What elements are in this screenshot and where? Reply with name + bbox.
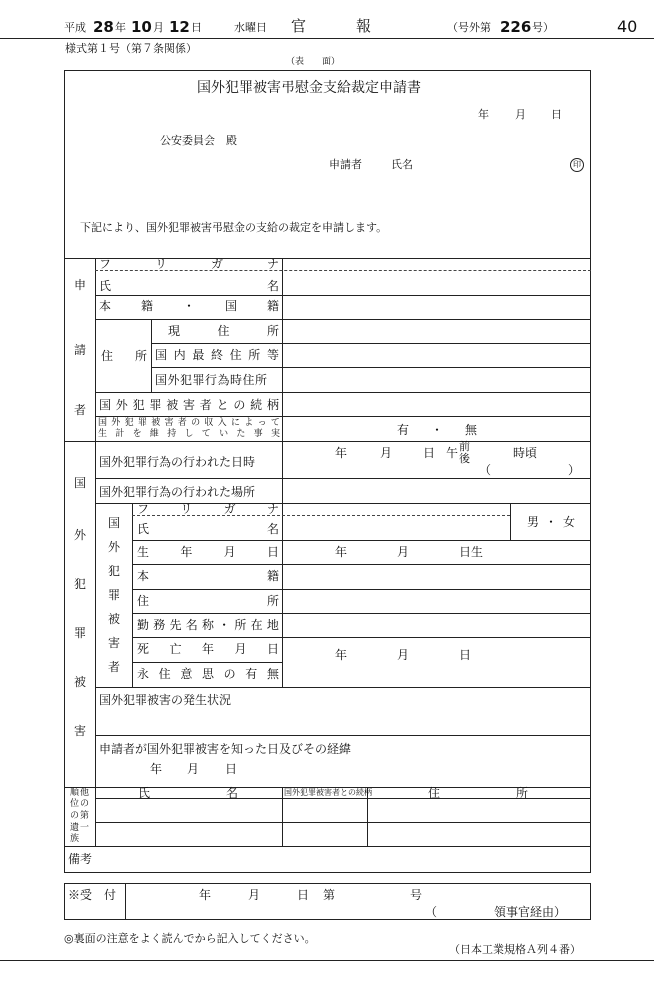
- relationship-label: 国 外 犯 罪 被 害 者 と の 続 柄: [99, 398, 279, 412]
- livelihood-label-line-1: 国 外 犯 罪 被 害 者 の 収 入 に よ っ て: [98, 418, 280, 428]
- form-title: 国外犯罪被害弔慰金支給裁定申請書: [197, 80, 421, 96]
- crime-side-char-4: 罪: [73, 626, 86, 640]
- header-publication-kan: 官: [291, 17, 307, 35]
- page-number: 40: [617, 17, 638, 36]
- crime-date-day: 日: [423, 446, 436, 460]
- date-day: 日: [551, 108, 562, 121]
- applicant-name-label: 氏 名: [99, 279, 279, 293]
- victim-address-label: 住 所: [137, 594, 279, 608]
- address-row-rule-1: [151, 343, 591, 344]
- footer-standard: （日本工業規格Ａ列４番）: [449, 943, 581, 956]
- victim-honseki-label: 本 籍: [137, 569, 279, 583]
- livelihood-yes-no: 有 ・ 無: [397, 423, 477, 437]
- receipt-consul-paren: （: [425, 905, 438, 919]
- crime-side-char-6: 害: [73, 724, 86, 738]
- applicant-label: 申請者: [329, 158, 362, 171]
- header-month-number: 10: [131, 18, 152, 36]
- remarks-label: 備考: [68, 852, 93, 866]
- date-year: 年: [478, 108, 489, 121]
- applicant-value-divider: [282, 258, 283, 441]
- header-rule: [0, 38, 654, 39]
- address-group-divider: [151, 319, 152, 392]
- victim-row-rule-4: [132, 613, 591, 614]
- crime-place-label: 国外犯罪行為の行われた場所: [99, 485, 256, 499]
- priority-address-header: 住 所: [428, 786, 528, 800]
- declaration-text: 下記により、国外犯罪被害弔慰金の支給の裁定を申請します。: [80, 221, 388, 234]
- face-label: （表 面）: [286, 57, 341, 67]
- victim-sex: 男 ・ 女: [527, 515, 575, 529]
- header-day-unit: 日: [191, 21, 202, 34]
- crime-date-gozen-prefix: 午: [446, 446, 459, 460]
- header-issue-number: 226: [500, 18, 532, 36]
- knowledge-label: 申請者が国外犯罪被害を知った日及びその経緯: [99, 742, 352, 756]
- victim-side-char-1: 国: [107, 516, 120, 530]
- priority-relationship-header: 国外犯罪被害者との続柄: [284, 788, 372, 797]
- priority-col-divider-1: [282, 787, 283, 846]
- victim-side-char-2: 外: [107, 540, 120, 554]
- applicant-row-rule-1: [95, 295, 591, 296]
- date-month: 月: [515, 108, 526, 121]
- victim-row-rule-1: [132, 540, 591, 541]
- priority-bottom-rule: [64, 846, 591, 847]
- victim-side-char-6: 害: [107, 636, 120, 650]
- crime-side-char-2: 外: [73, 528, 86, 542]
- crime-date-am: 前: [459, 440, 470, 453]
- footer-note: ◎裏面の注意をよく読んでから記入してください。: [64, 932, 316, 945]
- victim-birth-year: 年: [335, 545, 348, 559]
- victim-birth-label: 生 年 月 日: [137, 545, 279, 559]
- victim-row-rule-3: [132, 589, 591, 590]
- victim-side-char-7: 者: [107, 660, 120, 674]
- crime-row-rule-1: [95, 478, 591, 479]
- knowledge-date-month: 月: [187, 762, 200, 776]
- victim-workplace-label: 勤 務 先 名 称 ・ 所 在 地: [137, 618, 279, 632]
- header-month-unit: 月: [153, 21, 164, 34]
- victim-furigana-dashed-rule: [132, 515, 510, 516]
- applicant-bottom-rule: [64, 441, 591, 442]
- applicant-side-char-1: 申: [73, 278, 86, 292]
- receipt-box-divider: [125, 883, 126, 920]
- header-year-number: 28: [93, 18, 114, 36]
- livelihood-label-line-2: 生 計 を 維 持 し て い た 事 実: [98, 429, 280, 439]
- header-publication-po: 報: [356, 17, 372, 35]
- priority-name-header: 氏 名: [138, 786, 238, 800]
- victim-side-divider: [132, 503, 133, 687]
- receipt-consul-text: 領事官経由）: [494, 905, 567, 919]
- seal-mark-text: 印: [573, 160, 581, 169]
- header-issue-open: （号外第: [447, 21, 491, 34]
- header-day-number: 12: [169, 18, 190, 36]
- header-era: 平成: [64, 21, 86, 34]
- applicant-furigana-label: フ リ ガ ナ: [99, 257, 279, 271]
- current-address-label: 現 住 所: [168, 324, 279, 338]
- applicant-side-char-3: 者: [73, 403, 86, 417]
- crime-date-month: 月: [380, 446, 393, 460]
- victim-bottom-rule: [95, 687, 591, 688]
- priority-side-divider: [95, 787, 96, 846]
- receipt-year: 年: [199, 888, 212, 902]
- victim-birth-month: 月: [397, 545, 410, 559]
- receipt-month: 月: [248, 888, 261, 902]
- footer-rule: [0, 960, 654, 961]
- crime-date-label: 国外犯罪行為の行われた日時: [99, 455, 256, 469]
- victim-death-day: 日: [459, 648, 472, 662]
- applicant-side-char-2: 請: [73, 343, 86, 357]
- victim-death-month: 月: [397, 648, 410, 662]
- last-domestic-address-label: 国 内 最 終 住 所 等: [155, 348, 279, 362]
- header-weekday: 水曜日: [234, 21, 267, 34]
- applicant-furigana-dashed-rule: [95, 270, 591, 271]
- receipt-dai: 第: [323, 888, 336, 902]
- addressee: 公安委員会 殿: [160, 134, 237, 147]
- victim-row-rule-5: [132, 637, 591, 638]
- header-issue-close: 号）: [532, 21, 554, 34]
- address-group-label: 住 所: [101, 349, 147, 363]
- crime-time-label: 時頃: [513, 446, 538, 460]
- victim-birth-day: 日生: [459, 545, 484, 559]
- receipt-label: ※受 付: [68, 888, 117, 902]
- applicant-row-rule-2: [95, 319, 591, 320]
- sex-cell-divider: [510, 503, 511, 540]
- victim-death-year: 年: [335, 648, 348, 662]
- crime-date-pm: 後: [459, 452, 470, 465]
- knowledge-date-year: 年: [150, 762, 163, 776]
- circumstances-bottom-rule: [95, 735, 591, 736]
- victim-permanent-intent-label: 永 住 意 思 の 有 無: [137, 667, 279, 681]
- victim-side-char-5: 被: [107, 612, 120, 626]
- victim-row-rule-2: [132, 564, 591, 565]
- crime-time-paren-close: ）: [568, 463, 581, 477]
- crime-time-paren-open: （: [479, 463, 492, 477]
- seal-mark: [570, 158, 584, 172]
- crime-side-char-1: 国: [73, 476, 86, 490]
- victim-side-char-4: 罪: [107, 588, 120, 602]
- applicant-honseki-label: 本 籍 ・ 国 籍: [99, 299, 279, 313]
- victim-furigana-label: フ リ ガ ナ: [137, 502, 279, 516]
- applicant-side-divider: [95, 258, 96, 441]
- victim-death-label: 死 亡 年 月 日: [137, 642, 279, 656]
- victim-side-char-3: 犯: [107, 564, 120, 578]
- receipt-day: 日: [297, 888, 310, 902]
- crime-date-year: 年: [335, 446, 348, 460]
- crime-circumstances-label: 国外犯罪被害の発生状況: [99, 693, 232, 707]
- victim-row-rule-6: [132, 662, 282, 663]
- address-row-rule-2: [151, 367, 591, 368]
- crime-side-char-3: 犯: [73, 577, 86, 591]
- knowledge-date-day: 日: [225, 762, 238, 776]
- address-at-crime-label: 国外犯罪行為時住所: [155, 373, 268, 387]
- name-label: 氏名: [391, 158, 413, 171]
- style-note: 様式第１号（第７条関係）: [65, 42, 197, 55]
- priority-row-rule: [95, 822, 591, 823]
- header-year-unit: 年: [115, 21, 126, 34]
- applicant-row-rule-4: [95, 416, 591, 417]
- victim-name-label: 氏 名: [137, 522, 279, 536]
- receipt-go: 号: [410, 888, 423, 902]
- applicant-row-rule-3: [95, 392, 591, 393]
- crime-side-char-5: 被: [73, 675, 86, 689]
